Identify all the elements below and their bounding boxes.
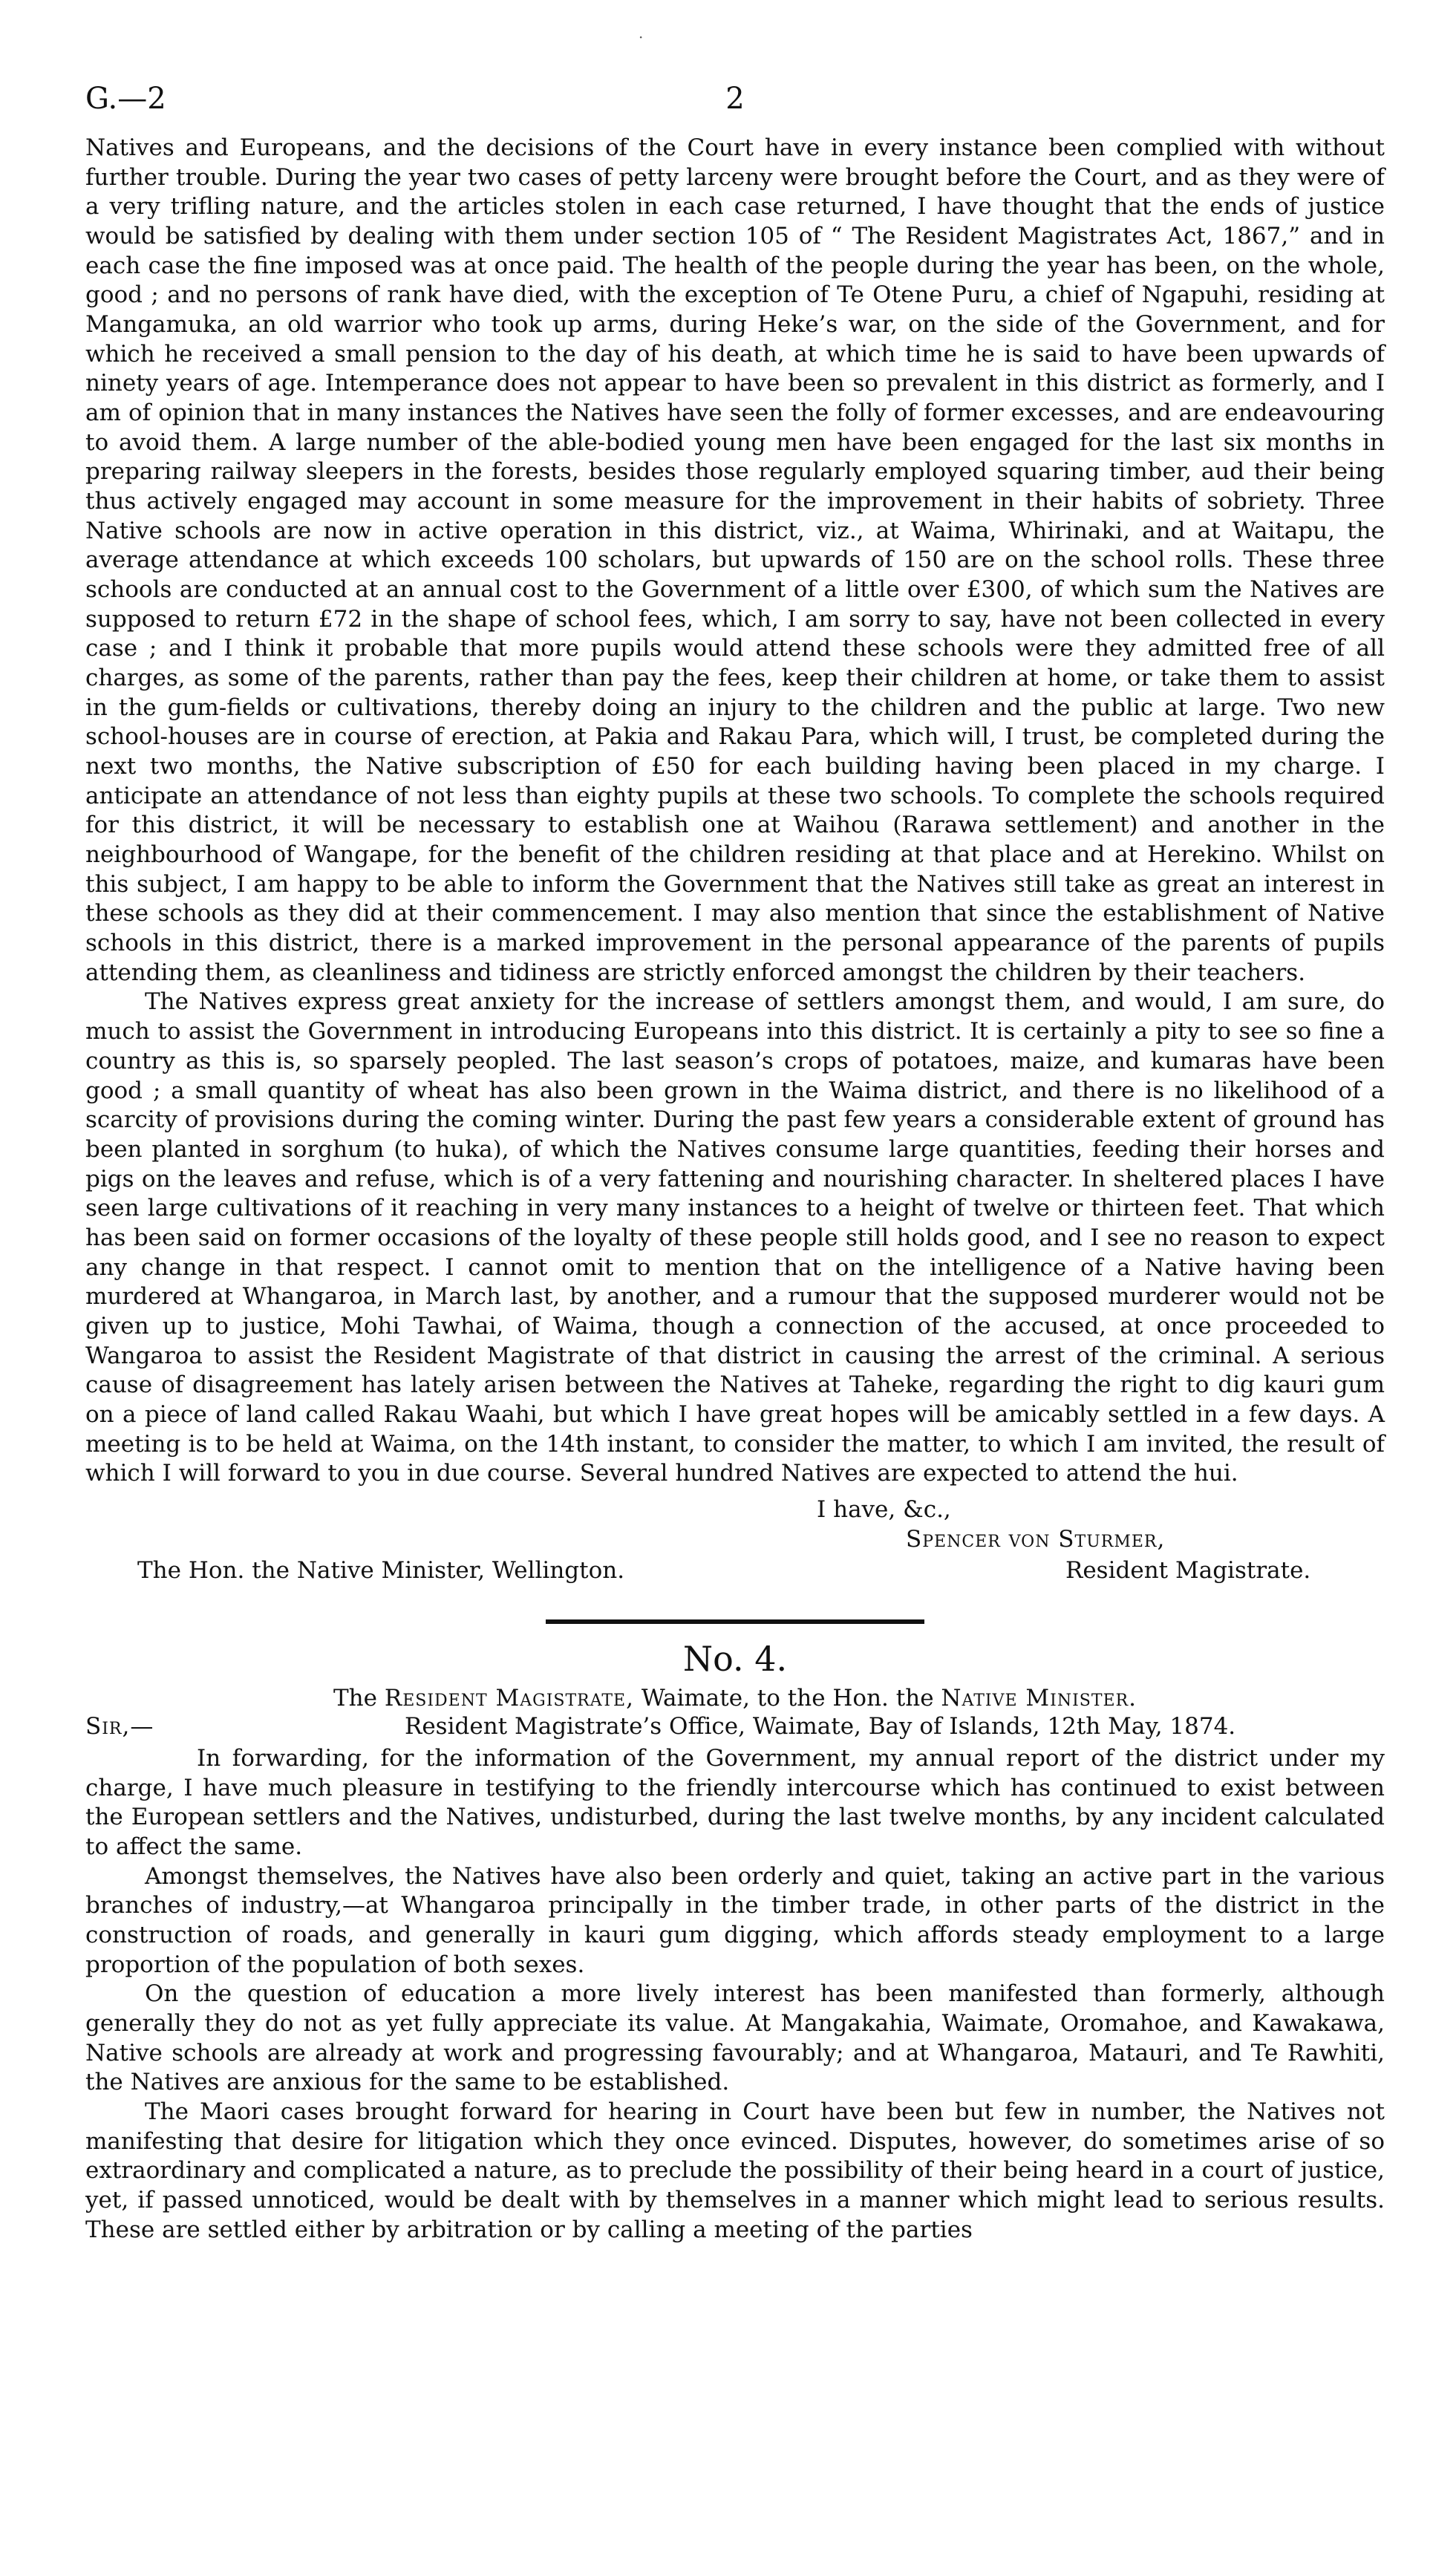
letter-dateline [85,1713,1385,1744]
subtitle-to: Native Minister. [941,1684,1137,1712]
section-1-paragraph-2: The Natives express great anxiety for the increase of settlers amongst them, and would, I am sure, do much to assist the Government in introducing Europeans into this district. It is certainly a pity to see so fine a country as this is, so sparsely peopled. The last season’s crops of potatoes, maize, and kumaras have been good ; a small quantity of wheat has also been grown in the Waima district, and there is no likelihood of a scarcity of provisions during the coming winter. During the past few years a considerable extent of ground has been planted in sorghum (to huka), of which the Natives consume large quantities, feeding their horses and pigs on the leaves and refuse, which is of a very fattening and nourishing character. In sheltered places I have seen large cultivations of it reaching in very many instances to a height of twelve or thirteen feet. That which has been said on former occasions of the loyalty of these people still holds good, and I see no reason to expect any change in that respect. I cannot omit to mention that on the intelligence of a Native having been murdered at Whangaroa, in March last, by another, and a rumour that the supposed murderer would not be given up to justice, Mohi Tawhai, of Waima, though a connection of the accused, at once proceeded to Wangaroa to assist the Resident Magistrate of that district in causing the arrest of the criminal. A serious cause of disagreement has lately arisen between the Natives at Taheke, regarding the right to dig kauri gum on a piece of land called Rakau Waahi, but which I have great hopes will be amicably settled in a few days. A meeting is to be held at Waima, on the 14th instant, to consider the matter, to which I am invited, the result of which I will forward to you in due course. Several hundred Natives are expected to attend the hui. [85,988,1385,1487]
subtitle-prefix: The [333,1684,377,1712]
signature-block [85,1492,1385,1603]
signatory-name: Spencer von Sturmer, [906,1525,1166,1553]
section-2-paragraph-1: In forwarding, for the information of the Government, my annual report of the district under my charge, I have much pleasure in testifying to the friendly intercourse which has continued to exist between the European settlers and the Natives, undisturbed, during the last twelve months, by any incident calculated to affect the same. [85,1744,1385,1860]
section-2-paragraph-3: On the question of education a more lively interest has been manifested than formerly, although generally they do not as yet fully appreciate its value. At Mangakahia, Waimate, Oromahoe, and Kawakawa, Native schools are already at work and progressing favourably; and at Whangaroa, Matauri, and Te Rawhiti, the Natives are anxious for the same to be established. [85,1980,1385,2096]
signatory-title: Resident Magistrate. [1065,1556,1311,1584]
addressee: The Hon. the Native Minister, Wellington. [137,1556,625,1584]
page-header [85,82,1385,134]
subtitle-from: Resident Magistrate, [384,1684,634,1712]
section-2-subtitle [85,1685,1385,1712]
subtitle-middle: Waimate, to the Hon. the [641,1684,934,1712]
section-1-body [85,134,1385,1489]
section-divider [546,1619,924,1624]
print-speck: · [639,28,644,46]
page-number: 2 [725,82,745,116]
section-1-paragraph-1: Natives and Europeans, and the decisions of the Court have in every instance been complied with without further trouble. During the year two cases of petty larceny were brought before the Court, and as they were of a very trifling nature, and the articles stolen in each case returned, I have thought that the ends of justice would be satisfied by dealing with them under section 105 of “ The Resident Magistrates Act, 1867,” and in each case the fine imposed was at once paid. The health of the people during the year has been, on the whole, good ; and no persons of rank have died, with the exception of Te Otene Puru, a chief of Ngapuhi, residing at Mangamuka, an old warrior who took up arms, during Heke’s war, on the side of the Government, and for which he received a small pension to the day of his death, at which time he is said to have been upwards of ninety years of age. Intemperance does not appear to have been so prevalent in this district as formerly, and I am of opinion that in many instances the Natives have seen the folly of former excesses, and are endeavouring to avoid them. A large number of the able-bodied young men have been engaged for the last six months in preparing railway sleepers in the forests, besides those regularly employed squaring timber, aud their being thus actively engaged may account in some measure for the improvement in their habits of sobriety. Three Native schools are now in active operation in this district, viz., at Waima, Whirinaki, and at Waitapu, the average attendance at which exceeds 100 scholars, but upwards of 150 are on the school rolls. These three schools are conducted at an annual cost to the Government of a little over £300, of which sum the Natives are supposed to return £72 in the shape of school fees, which, I am sorry to say, have not been collected in every case ; and I think it probable that more pupils would attend these schools were they admitted free of all charges, as some of the parents, rather than pay the fees, keep their children at home, or take them to assist in the gum-fields or cultivations, thereby doing an injury to the children and the public at large. Two new school-houses are in course of erection, at Pakia and Rakau Para, which will, I trust, be completed during the next two months, the Native subscription of £50 for each building having been placed in my charge. I anticipate an attendance of not less than eighty pupils at these two schools. To complete the schools required for this district, it will be necessary to establish one at Waihou (Rarawa settlement) and another in the neighbourhood of Wangape, for the benefit of the children residing at that place and at Herekino. Whilst on this subject, I am happy to be able to inform the Government that the Natives still take as great an interest in these schools as they did at their commencement. I may also mention that since the establishment of Native schools in this district, there is a marked improvement in the personal appearance of the parents of pupils attending them, as cleanliness and tidiness are strictly enforced amongst the children by their teachers. [85,134,1385,986]
document-page [85,82,1385,2245]
closing-line: I have, &c., [817,1495,951,1523]
address-and-date: Resident Magistrate’s Office, Waimate, Bay of Islands, 12th May, 1874. [405,1712,1236,1740]
section-2-paragraph-4: The Maori cases brought forward for hearing in Court have been but few in number, the Natives not manifesting that desire for litigation which they once evinced. Disputes, however, do sometimes arise of so extraordinary and complicated a nature, as to preclude the possibility of their being heard in a court of justice, yet, if passed unnoticed, would be dealt with by themselves in a manner which might lead to serious results. These are settled either by arbitration or by calling a meeting of the parties [85,2098,1385,2243]
section-2-number: No. 4. [682,1638,788,1679]
section-2-paragraph-2: Amongst themselves, the Natives have also been orderly and quiet, taking an active part in the various branches of industry,—at Whangaroa principally in the timber trade, in other parts of the district in the construction of roads, and generally in kauri gum digging, which affords steady employment to a large proportion of the population of both sexes. [85,1862,1385,1978]
document-code: G.—2 [85,82,166,116]
salutation: Sir,— [85,1712,154,1740]
section-2-body [85,1744,1385,2245]
